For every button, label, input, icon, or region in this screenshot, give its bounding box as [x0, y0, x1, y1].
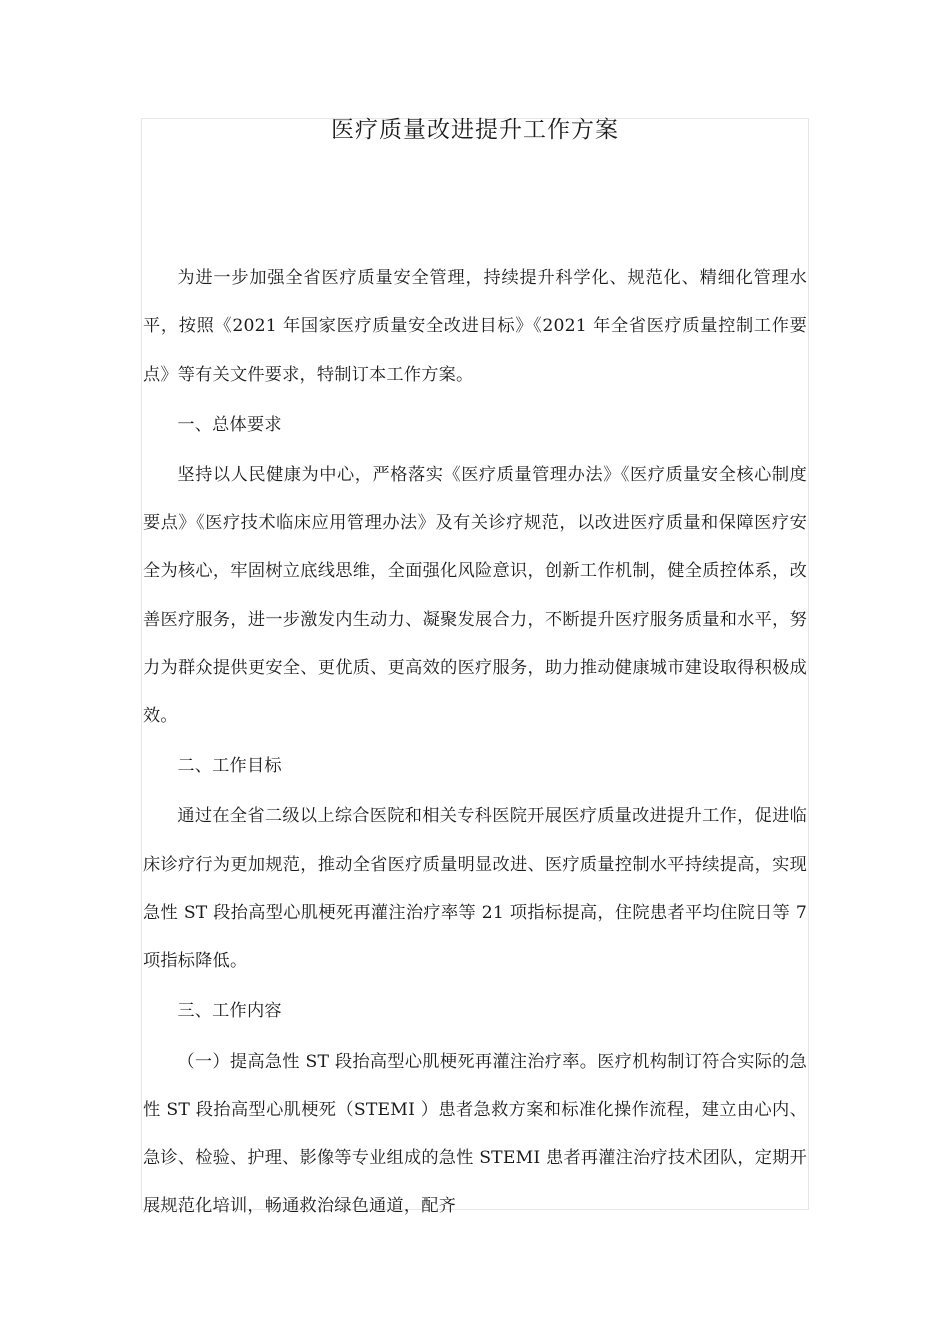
paragraph-intro: 为进一步加强全省医疗质量安全管理，持续提升科学化、规范化、精细化管理水平，按照《2021 年国家医疗质量安全改进目标》《2021 年全省医疗质量控制工作要点》等有关文件要求，特制订本工作方案。: [143, 268, 807, 385]
document-title: 医疗质量改进提升工作方案: [331, 117, 619, 143]
section-heading-work-goals: 二、工作目标: [177, 756, 282, 777]
document-body: [143, 112, 807, 1233]
paragraph-work-goals: 通过在全省二级以上综合医院和相关专科医院开展医疗质量改进提升工作，促进临床诊疗行为更加规范，推动全省医疗质量明显改进、医疗质量控制水平持续提高，实现急性 ST 段抬高型心肌梗死再灌注治疗率等 21 项指标提高，住院患者平均住院日等 7 项指标降低。: [143, 806, 807, 972]
paragraph-work-content-item-1: （一）提高急性 ST 段抬高型心肌梗死再灌注治疗率。医疗机构制订符合实际的急性 ST 段抬高型心肌梗死（STEMI ）患者急救方案和标准化操作流程，建立由心内、急诊、检验、护理、影像等专业组成的急性 STEMI 患者再灌注治疗技术团队，定期开展规范化培训，畅通救治绿色通道，配齐: [143, 1051, 807, 1217]
paragraph-general-requirements: 坚持以人民健康为中心，严格落实《医疗质量管理办法》《医疗质量安全核心制度要点》《医疗技术临床应用管理办法》及有关诊疗规范，以改进医疗质量和保障医疗安全为核心，牢固树立底线思维，全面强化风险意识，创新工作机制，健全质控体系，改善医疗服务，进一步激发内生动力、凝聚发展合力，不断提升医疗服务质量和水平，努力为群众提供更安全、更优质、更高效的医疗服务，助力推动健康城市建设取得积极成效。: [143, 464, 807, 727]
document-paragraphs: [143, 254, 807, 1231]
section-heading-work-content: 三、工作内容: [177, 1001, 282, 1022]
section-heading-general-requirements: 一、总体要求: [177, 414, 282, 435]
